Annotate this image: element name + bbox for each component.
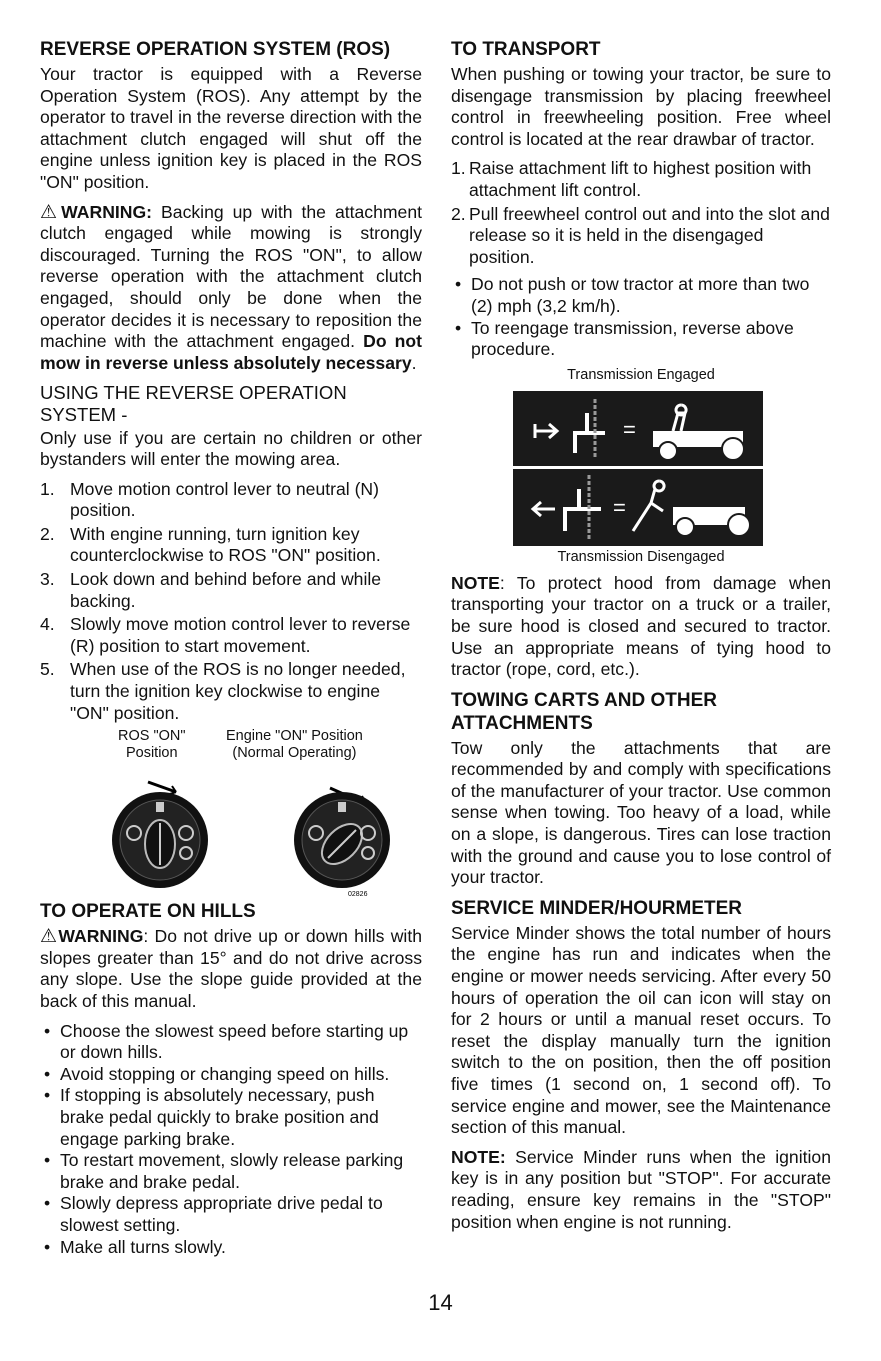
transport-intro: When pushing or towing your tractor, be sure to disengage transmission by placing freewheel control in freewheeling position. Free wheel control is located at the rear drawbar of tractor. bbox=[451, 64, 831, 149]
list-item: • If stopping is absolutely necessary, push brake pedal quickly to brake position and engage parking brake. bbox=[40, 1085, 422, 1150]
figure-code: 02826 bbox=[348, 891, 368, 899]
towing-heading: TOWING CARTS AND OTHER ATTACHMENTS bbox=[451, 689, 717, 734]
service-text: Service Minder shows the total number of hours the engine has run and indicates when the engine or mower needs servicing. After every 50 hours of operation the oil can icon will stay on for 2 hours or until a manual reset occurs. To reset the display manually turn the ignition switch to the on position, then the off position five times (1 second on, 1 second off). To service engine and mower, see the Maintenance section of this manual. bbox=[451, 922, 831, 1138]
warning-hills: ⚠WARNING: Do not drive up or down hills with slopes greater than 15° and do not drive across any slope. Use the slope guide provided at the back of this manual. bbox=[40, 926, 422, 1011]
warning-triangle-icon: ⚠ bbox=[40, 201, 62, 223]
hills-bullets bbox=[40, 1021, 422, 1259]
engine-caption: Engine "ON" Position (Normal Operating) bbox=[226, 728, 363, 762]
ros-caption: ROS "ON" Position bbox=[118, 728, 186, 762]
list-item: • Avoid stopping or changing speed on hills. bbox=[40, 1064, 422, 1086]
ros-steps bbox=[40, 479, 422, 725]
service-heading: SERVICE MINDER/HOURMETER bbox=[451, 897, 743, 919]
list-item: 4. Slowly move motion control lever to reverse (R) position to start movement. bbox=[40, 614, 411, 656]
list-item: 1. Move motion control lever to neutral (N) position. bbox=[40, 478, 379, 521]
list-item: 2. With engine running, turn ignition key counterclockwise to ROS "ON" position. bbox=[40, 523, 381, 566]
transmission-diagram-icon bbox=[513, 391, 763, 546]
list-item: • Do not push or tow tractor at more than two (2) mph (3,2 km/h). bbox=[451, 274, 831, 317]
transport-heading: TO TRANSPORT bbox=[451, 39, 601, 60]
ignition-switch-icon bbox=[80, 768, 400, 898]
left-column bbox=[40, 38, 422, 1264]
ros-intro: Your tractor is equipped with a Reverse Operation System (ROS). Any attempt by the operator to travel in the reverse direction with the attachment clutch engaged will shut off the engine unless ignition key is placed in the ROS "ON" position. bbox=[40, 64, 422, 192]
list-item: • Choose the slowest speed before starting up or down hills. bbox=[40, 1021, 422, 1064]
svg-text:=: = bbox=[623, 416, 636, 442]
ros-heading: REVERSE OPERATION SYSTEM (ROS) bbox=[40, 39, 391, 60]
warning-ros: ⚠WARNING: Backing up with the attachment clutch engaged while mowing is strongly discouraged. Turning the ROS "ON", to allow reverse operation with the attachment clutch engaged, should only be done when the operator decides it is necessary to reposition the machine with the attachment engaged. Do not mow in reverse unless absolutely necessary. bbox=[40, 201, 423, 373]
list-item: 5. When use of the ROS is no longer needed, turn the ignition key clockwise to engine "ON" position. bbox=[40, 659, 406, 723]
towing-text: Tow only the attachments that are recommended by and comply with specifications of the manufacturer of your tractor. Use common sense when towing. Too heavy of a load, while on a slope, is dangerous. Tires can lose traction with the ground and cause you to lose control of your tractor. bbox=[451, 737, 831, 888]
list-item: • To restart movement, slowly release parking brake and brake pedal. bbox=[40, 1150, 422, 1193]
transport-steps bbox=[451, 158, 831, 268]
list-item: 2. Pull freewheel control out and into the slot and release so it is held in the disengaged position. bbox=[451, 203, 830, 267]
warning-text: Backing up with the attachment clutch engaged while mowing is strongly discouraged. Turning the ROS "ON", to allow reverse operation with the attachment clutch engaged, should only be done when the operator decides it is necessary to reposition the machine with the attachment engaged. bbox=[40, 201, 422, 352]
list-item: 1. Raise attachment lift to highest position with attachment lift control. bbox=[451, 158, 812, 200]
warning-label: WARNING: bbox=[61, 201, 153, 222]
hills-heading: TO OPERATE ON HILLS bbox=[40, 901, 256, 923]
transmission-figure bbox=[451, 367, 831, 567]
right-column bbox=[451, 38, 831, 1241]
list-item: • To reengage transmission, reverse above procedure. bbox=[451, 318, 831, 361]
using-intro: Only use if you are certain no children or other bystanders will enter the mowing area. bbox=[40, 427, 422, 470]
note-service: NOTE: Service Minder runs when the ignition key is in any position but "STOP". For accurate reading, ensure key remains in the "STOP" position when engine is not running. bbox=[451, 1146, 831, 1232]
ignition-switch-figure bbox=[40, 728, 422, 899]
transport-bullets bbox=[451, 274, 831, 360]
engaged-caption: Transmission Engaged bbox=[567, 366, 715, 383]
list-item: • Slowly depress appropriate drive pedal to slowest setting. bbox=[40, 1193, 422, 1236]
warning-bold-text: Do not mow in reverse unless absolutely necessary bbox=[40, 331, 423, 373]
list-item: • Make all turns slowly. bbox=[40, 1237, 422, 1259]
list-item: 3. Look down and behind before and while backing. bbox=[40, 569, 382, 611]
using-heading: USING THE REVERSE OPERATION SYSTEM - bbox=[40, 382, 347, 425]
svg-text:=: = bbox=[613, 494, 626, 520]
note-transport: NOTE: To protect hood from damage when transporting your tractor on a truck or a trailer, be sure hood is closed and secured to tractor. Use an appropriate means of tying hood to tractor (rope, cord, etc.). bbox=[451, 572, 831, 680]
warning-triangle-icon: ⚠ bbox=[40, 926, 59, 948]
page-number: 14 bbox=[428, 1290, 453, 1315]
disengaged-caption: Transmission Disengaged bbox=[557, 548, 725, 565]
